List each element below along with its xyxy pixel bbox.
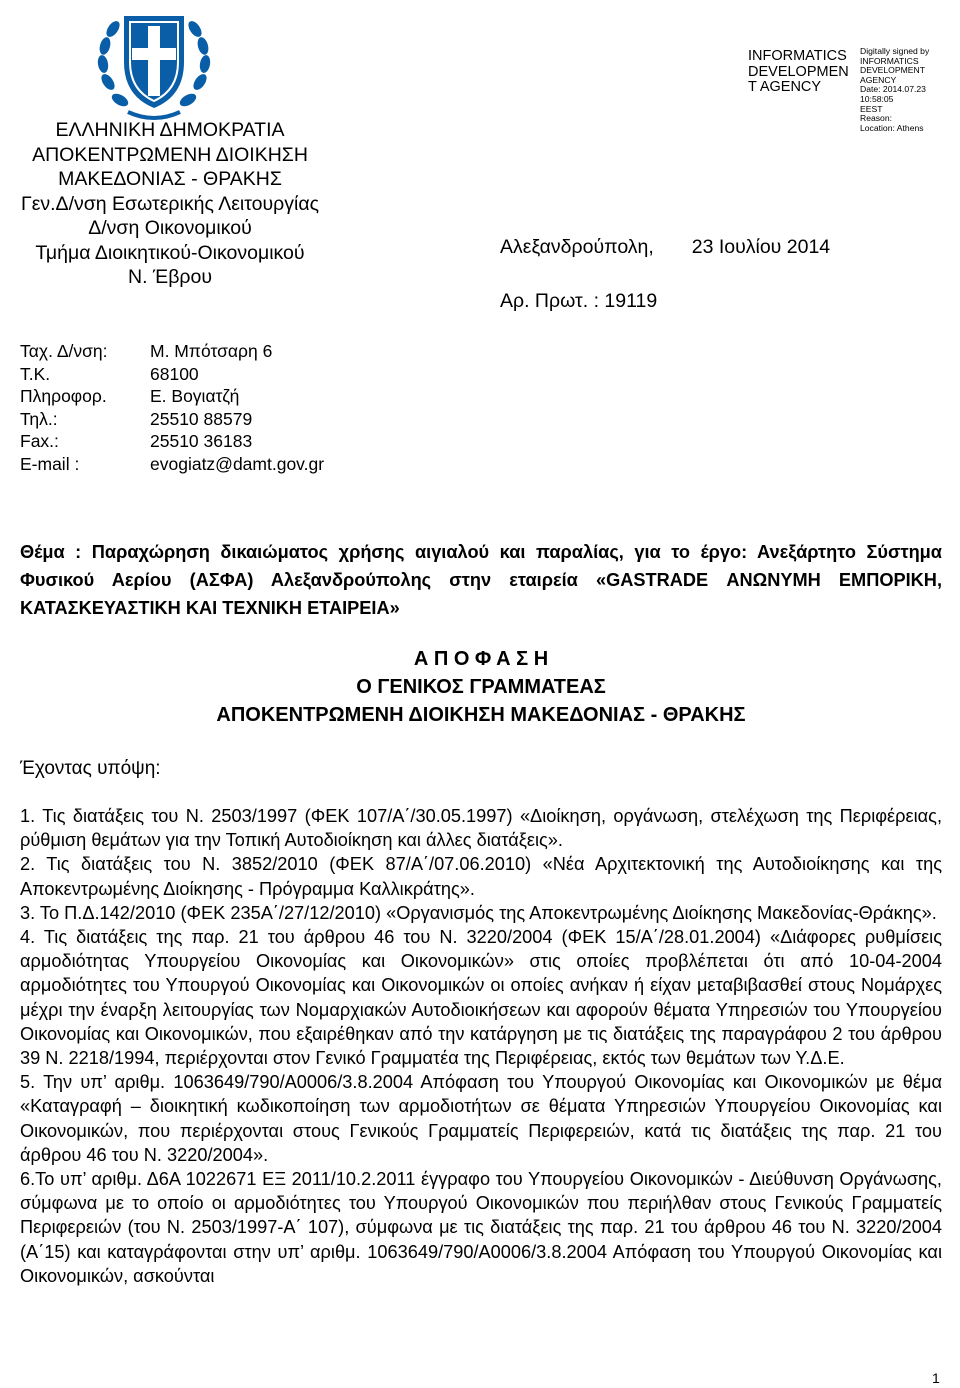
- page-number: 1: [932, 1370, 940, 1386]
- signature-organization: INFORMATICS DEVELOPMEN T AGENCY: [748, 48, 849, 95]
- contact-details: [20, 340, 324, 476]
- contact-row: [20, 340, 324, 363]
- header-line: Ν. Έβρου: [127, 266, 213, 288]
- decision-heading: [20, 645, 942, 729]
- list-item: 4. Τις διατάξεις της παρ. 21 του άρθρου 46 του Ν. 3220/2004 (ΦΕΚ 15/Α΄/28.01.2004) «Διάφορες ρυθμίσεις αρμοδιότητας Υπουργείου Οικονομίας και Οικονομικών» στις οποίες προβλέπεται ότι από 10-04-2004 αρμοδιότητες του Υπουργού Οικονομίας και Οικονομικών οι οποίες ανήκαν ή είχαν μεταβιβασθεί στους Νομάρχες μέχρι την έναρξη λειτουργίας των Νομαρχιακών Αυτοδιοικήσεων και αφορούν θέματα Υπηρεσιών του Υπουργείου Οικονομίας και Οικονομικών, που εξαιρέθηκαν από την κατάργηση με τις διατάξεις της παραγράφου 2 του άρθρου 39 Ν. 2218/1994, περιέρχονται στον Γενικό Γραμματέα της Περιφέρειας, εκτός των θεμάτων των Υ.Δ.Ε.: [20, 927, 942, 1069]
- list-item: 1. Τις διατάξεις του Ν. 2503/1997 (ΦΕΚ 107/Α΄/30.05.1997) «Διοίκηση, οργάνωση, στελέχωση της Περιφέρειας, ρύθμιση θεμάτων για την Τοπική Αυτοδιοίκηση και άλλες διατάξεις».: [20, 806, 942, 851]
- header-line: Δ/νση Οικονομικού: [88, 217, 252, 239]
- header-line: ΜΑΚΕΔΟΝΙΑΣ - ΘΡΑΚΗΣ: [58, 168, 282, 190]
- signature-details: Digitally signed by INFORMATICS DEVELOPMENT AGENCY Date: 2014.07.23 10:58:05 EEST Reason: Location: Athens: [860, 46, 930, 133]
- email-link[interactable]: evogiatz@damt.gov.gr: [150, 453, 325, 474]
- header-line: Γεν.Δ/νση Εσωτερικής Λειτουργίας: [20, 192, 320, 215]
- whereas-label: Έχοντας υπόψη:: [20, 758, 161, 779]
- contact-label: Τηλ.:: [20, 408, 58, 429]
- contact-value: 25510 36183: [150, 431, 253, 452]
- decision-title: Α Π Ο Φ Α Σ Η: [413, 648, 549, 670]
- contact-label: Πληροφορ.: [20, 386, 107, 407]
- considerations-list: [20, 804, 942, 1288]
- decision-subtitle: Ο ΓΕΝΙΚΟΣ ΓΡΑΜΜΑΤΕΑΣ: [356, 676, 606, 698]
- list-item: 3. Το Π.Δ.142/2010 (ΦΕΚ 235Α΄/27/12/2010) «Οργανισμός της Αποκεντρωμένης Διοίκησης Μακεδονίας-Θράκης».: [20, 902, 937, 923]
- issuer-header: [0, 118, 340, 290]
- contact-row: [20, 363, 324, 386]
- contact-row: [20, 385, 324, 408]
- contact-label: Ταχ. Δ/νση:: [20, 341, 108, 361]
- greek-coat-of-arms-icon: [94, 4, 214, 122]
- contact-value: 25510 88579: [150, 408, 253, 429]
- list-item: 5. Την υπ’ αριθμ. 1063649/790/Α0006/3.8.2004 Απόφαση του Υπουργού Οικονομίας και Οικονομικών με θέμα «Καταγραφή – διοικητική κωδικοποίηση των αρμοδιοτήτων σε θέματα Υπηρεσιών Υπουργείου Οικονομίας και Οικονομικών, που περιέρχονται στους Γενικούς Γραμματείς Περιφερειών, κατά τις διατάξεις της παρ. 21 του άρθρου 46 του Ν. 3220/2004».: [20, 1072, 942, 1165]
- contact-label: E-mail :: [20, 453, 80, 474]
- header-line: Τμήμα Διοικητικού-Οικονομικού: [35, 241, 305, 264]
- contact-row: [20, 453, 324, 476]
- decision-authority: ΑΠΟΚΕΝΤΡΩΜΕΝΗ ΔΙΟΙΚΗΣΗ ΜΑΚΕΔΟΝΙΑΣ - ΘΡΑΚΗΣ: [216, 704, 746, 726]
- contact-row: [20, 408, 324, 431]
- protocol-number: Αρ. Πρωτ. : 19119: [500, 290, 658, 312]
- contact-row: [20, 430, 324, 453]
- contact-label: Fax.:: [20, 431, 59, 452]
- list-item: 6.Το υπ’ αριθμ. Δ6Α 1022671 ΕΞ 2011/10.2.2011 έγγραφο του Υπουργείου Οικονομικών - Διεύθυνση Οργάνωσης, σύμφωνα με το οποίο οι αρμοδιότητες του Υπουργού Οικονομικών που περιήλθαν στους Γενικούς Γραμματείς Περιφερειών (του Ν. 2503/1997-Α΄ 107), σύμφωνα με τις διατάξεις της παρ. 21 του άρθρου 46 του Ν. 3220/2004 (Α΄15) και καταγράφονται στην υπ’ αριθμ. 1063649/790/Α0006/3.8.2004 Απόφαση του Υπουργού Οικονομίας και Οικονομικών, ασκούνται: [20, 1169, 942, 1286]
- contact-value: Μ. Μπότσαρη 6: [150, 341, 273, 361]
- contact-value: Ε. Βογιατζή: [150, 386, 240, 407]
- contact-label: Τ.Κ.: [20, 363, 51, 384]
- header-line: ΕΛΛΗΝΙΚΗ ΔΗΜΟΚΡΑΤΙΑ: [55, 119, 285, 141]
- header-line: ΑΠΟΚΕΝΤΡΩΜΕΝΗ ΔΙΟΙΚΗΣΗ: [32, 143, 308, 166]
- list-item: 2. Τις διατάξεις του Ν. 3852/2010 (ΦΕΚ 87/Α΄/07.06.2010) «Νέα Αρχιτεκτονική της Αυτοδιοίκησης και της Αποκεντρωμένης Διοίκησης - Πρόγραμμα Καλλικράτης».: [20, 854, 942, 899]
- place-date: Αλεξανδρούπολη, 23 Ιουλίου 2014: [500, 236, 831, 258]
- subject-line: Θέμα : Παραχώρηση δικαιώματος χρήσης αιγιαλού και παραλίας, για το έργο: Ανεξάρτητο Σύστημα Φυσικού Αερίου (ΑΣΦΑ) Αλεξανδρούπολης στην εταιρεία «GASTRADE ΑΝΩΝΥΜΗ ΕΜΠΟΡΙΚΗ, ΚΑΤΑΣΚΕΥΑΣΤΙΚΗ ΚΑΙ ΤΕΧΝΙΚΗ ΕΤΑΙΡΕΙΑ»: [20, 542, 942, 618]
- contact-value: 68100: [150, 363, 199, 384]
